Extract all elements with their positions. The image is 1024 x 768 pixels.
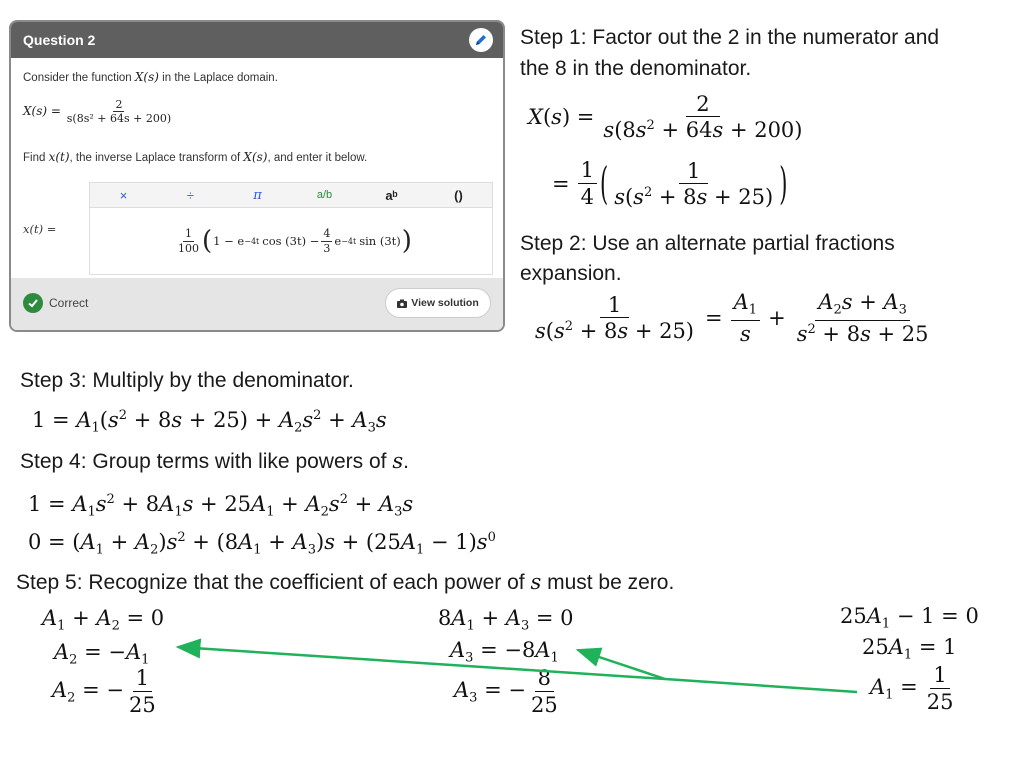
arrow-to-a2 [178,647,857,692]
multiply-tool[interactable]: × [119,187,128,203]
answer-term-4: sin (3t) [359,234,401,248]
frac-den: 3 [323,241,331,255]
prompt-text-end: in the Laplace domain. [162,72,278,84]
step4-var: s [392,449,404,473]
step5-a3-result: $A_3$ = − $\frac{8}{25}$ [454,666,558,718]
frac-num: 4 [323,227,331,241]
find-function: x(t) [48,150,70,164]
step5-a2-result: $A_2$ = − $\frac{1}{25}$ [52,666,156,718]
step1-line2: the 8 in the denominator. [520,57,752,80]
answer-exp-1: −4t [244,236,260,246]
step5-a1-eq1: $25A_1 - 1 = 0$ [840,604,979,632]
find-function-2: X(s) [243,150,268,164]
step1-line1: Step 1: Factor out the 2 in the numerator and [520,26,940,49]
step5-text-main: Step 5: Recognize that the coefficient of each power of [16,571,525,594]
step4-text-main: Step 4: Group terms with like powers of [20,450,387,473]
step5-a1-eq2: $25A_1 = 1$ [862,635,957,663]
coef-num: 1 [185,227,192,241]
step5-a2-eq2: $A_2 = -A_1$ [54,640,150,668]
function-lhs: X(s) = [23,104,61,119]
step2-equation: $\frac{1}{s(s^2 + 8s + 25)}$ = $\frac{A_1}{s}$ + $\frac{A_2s + A_3}{s^2 + 8s + 25}$ [535,290,929,346]
pi-tool[interactable]: π [253,187,262,203]
step5-text-end: must be zero. [547,571,675,594]
step4-period: . [403,450,409,473]
find-text-end: , and enter it below. [267,152,368,164]
step5-a3-eq1: $8A_1 + A_3 = 0$ [438,606,574,634]
step2-line1: Step 2: Use an alternate partial fractions [520,232,895,255]
find-text-mid: , the inverse Laplace transform of [69,152,241,164]
answer-exp-2: −4t [341,236,357,246]
step1-equation-1: X(s) = $\frac{2}{s(8s^2 + 64s + 200)}$ [528,92,803,143]
prompt-text: Consider the function [23,72,132,84]
step3-equation: $1 = A_1(s^2 + 8s + 25) + A_2s^2 + A_3s$ [32,408,387,436]
step5-a1-result: $A_1$ = $\frac{1}{25}$ [870,663,954,715]
function-denominator: s(8s² + 64s + 200) [66,112,172,126]
quiz-title: Question 2 [23,32,96,48]
function-name: X(s) [134,70,159,84]
divide-tool[interactable]: ÷ [186,187,195,203]
fraction-tool[interactable]: a/b [316,189,333,201]
answer-term-2: cos (3t) − [262,234,320,248]
step4-equation-1: $1 = A_1s^2 + 8A_1s + 25A_1 + A_2s^2 + A_3s$ [28,492,414,520]
right-paren: ) [401,226,412,256]
answer-term-3: e [334,234,342,248]
parentheses-tool[interactable]: () [454,187,463,203]
find-text: Find [23,152,46,164]
answer-term-1: 1 − e [213,234,245,248]
step4-equation-2: $0 = (A_1 + A_2)s^2 + (8A_1 + A_3)s + (25A_1 - 1)s^0$ [28,530,496,558]
coef-den: 100 [178,241,199,255]
function-numerator: 2 [115,98,123,111]
exponent-tool[interactable]: aᵇ [385,187,398,203]
step5-a3-eq2: $A_3 = -8A_1$ [450,638,559,666]
step3-text: Step 3: Multiply by the denominator. [20,369,354,392]
view-solution-label: View solution [411,297,479,309]
status-label: Correct [49,296,89,310]
step5-var: s [530,570,542,594]
step1-equation-2: = $\frac{1}{4}$ ( $\frac{1}{s(s^2 + 8s + 25)}$ ) [552,158,788,210]
step2-line2: expansion. [520,262,622,285]
step5-a2-eq1: $A_1 + A_2 = 0$ [42,606,165,634]
answer-label: x(t) = [23,222,57,236]
left-paren: ( [202,226,213,256]
